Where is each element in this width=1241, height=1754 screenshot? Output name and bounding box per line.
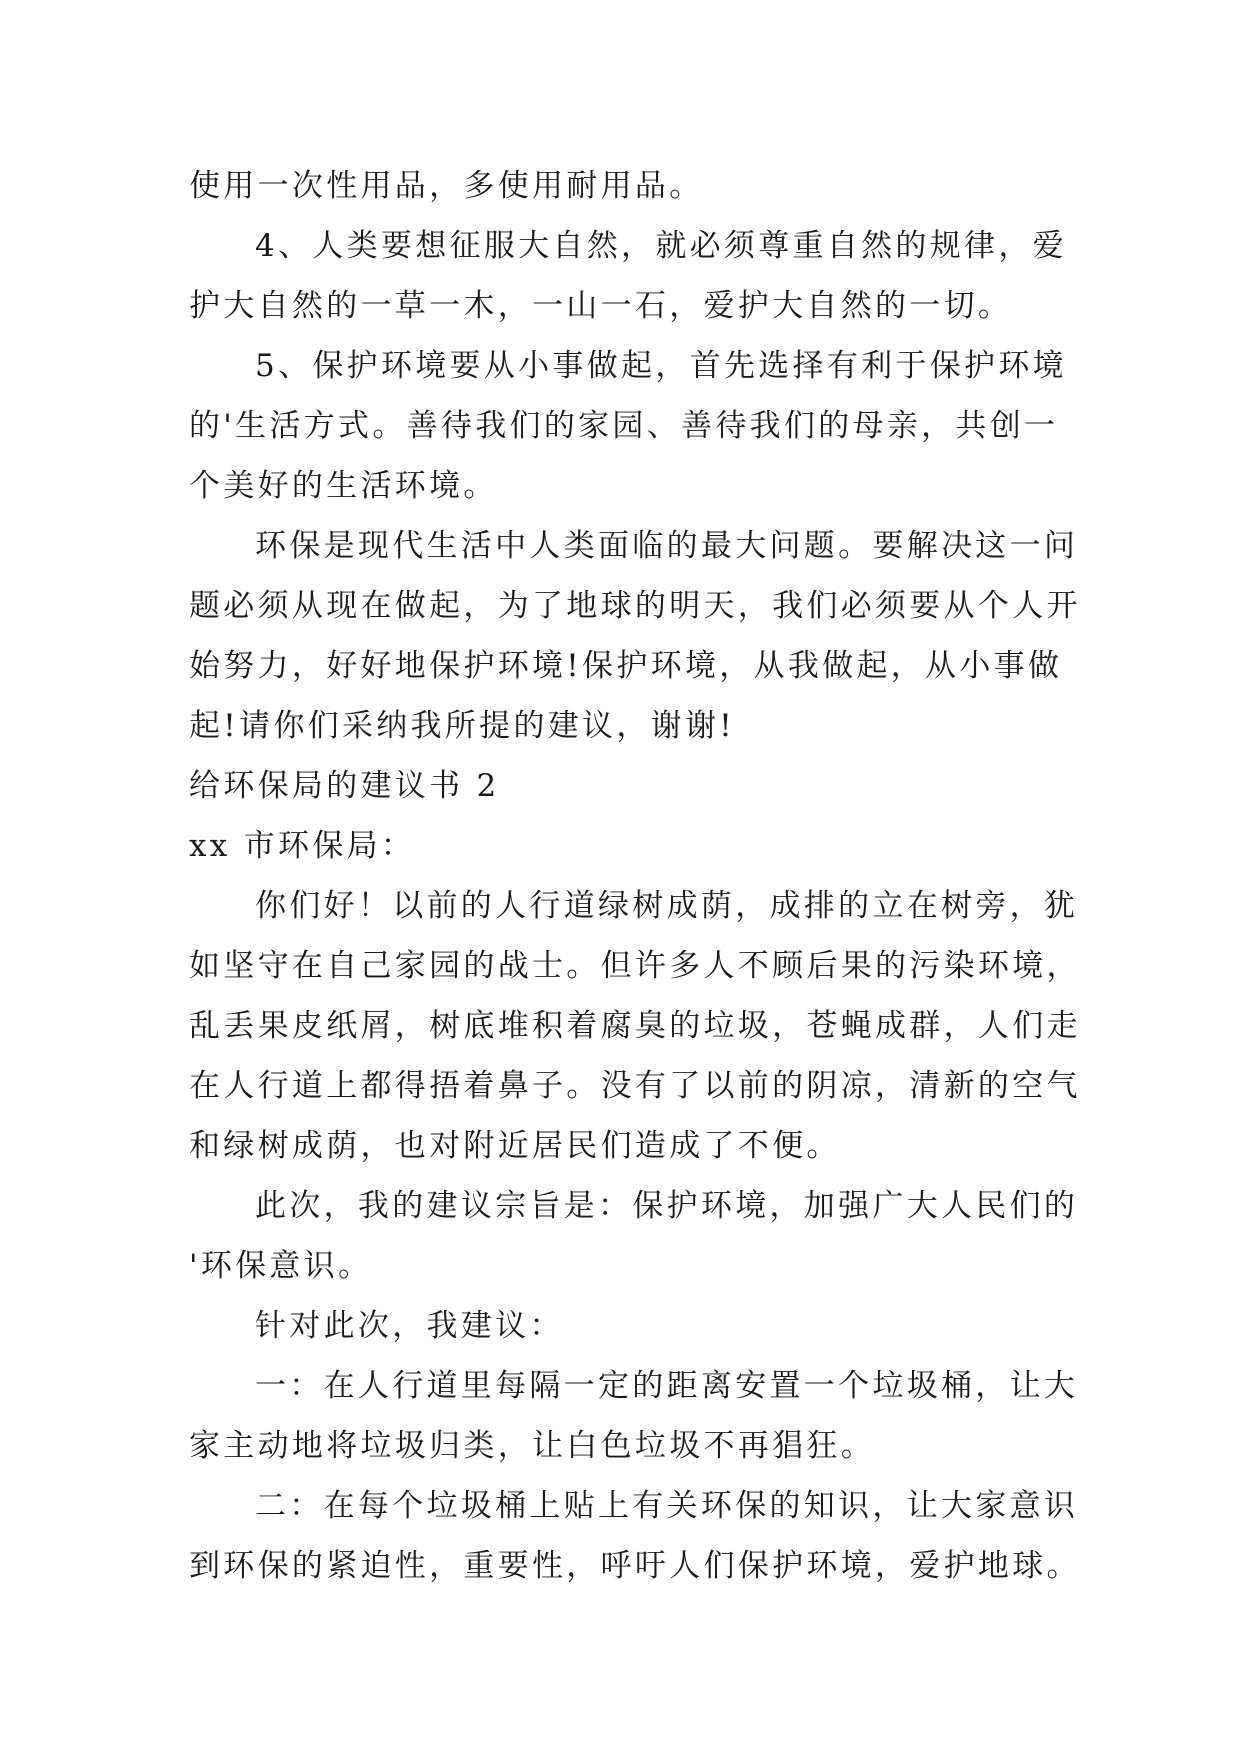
text-line: '环保意识。 bbox=[189, 1248, 373, 1284]
text-line: 如坚守在自己家园的战士。但许多人不顾后果的污染环境， bbox=[189, 948, 1081, 984]
document-page bbox=[189, 156, 1081, 1596]
text-line: 护大自然的一草一木，一山一石，爱护大自然的一切。 bbox=[189, 288, 1013, 324]
text-line: 使用一次性用品，多使用耐用品。 bbox=[189, 168, 704, 204]
text-line: 起!请你们采纳我所提的建议，谢谢! bbox=[189, 708, 736, 744]
text-line: 此次，我的建议宗旨是：保护环境，加强广大人民们的 bbox=[255, 1188, 1079, 1224]
text-line: 的'生活方式。善待我们的家园、善待我们的母亲，共创一 bbox=[189, 408, 1059, 444]
text-line: 题必须从现在做起，为了地球的明天，我们必须要从个人开 bbox=[189, 588, 1081, 624]
text-line: 4、人类要想征服大自然，就必须尊重自然的规律，爱 bbox=[255, 228, 1067, 264]
text-line: 二：在每个垃圾桶上贴上有关环保的知识，让大家意识 bbox=[255, 1488, 1079, 1524]
text-line: 家主动地将垃圾归类，让白色垃圾不再猖狂。 bbox=[189, 1428, 875, 1464]
text-line: 5、保护环境要从小事做起，首先选择有利于保护环境 bbox=[255, 348, 1067, 384]
text-line: 在人行道上都得捂着鼻子。没有了以前的阴凉，清新的空气 bbox=[189, 1068, 1081, 1104]
text-line: 针对此次，我建议： bbox=[255, 1308, 564, 1344]
section-heading: 给环保局的建议书 2 bbox=[189, 768, 500, 804]
text-line: 到环保的紧迫性，重要性，呼吁人们保护环境，爱护地球。 bbox=[189, 1548, 1081, 1584]
text-line: 一：在人行道里每隔一定的距离安置一个垃圾桶，让大 bbox=[255, 1368, 1079, 1404]
salutation: xx 市环保局： bbox=[189, 828, 416, 864]
text-line: 个美好的生活环境。 bbox=[189, 468, 498, 504]
text-line: 你们好！以前的人行道绿树成荫，成排的立在树旁，犹 bbox=[255, 888, 1079, 924]
text-line: 始努力，好好地保护环境!保护环境，从我做起，从小事做 bbox=[189, 648, 1063, 684]
text-line: 乱丢果皮纸屑，树底堆积着腐臭的垃圾，苍蝇成群，人们走 bbox=[189, 1008, 1081, 1044]
text-line: 环保是现代生活中人类面临的最大问题。要解决这一问 bbox=[255, 528, 1079, 564]
text-line: 和绿树成荫，也对附近居民们造成了不便。 bbox=[189, 1128, 841, 1164]
